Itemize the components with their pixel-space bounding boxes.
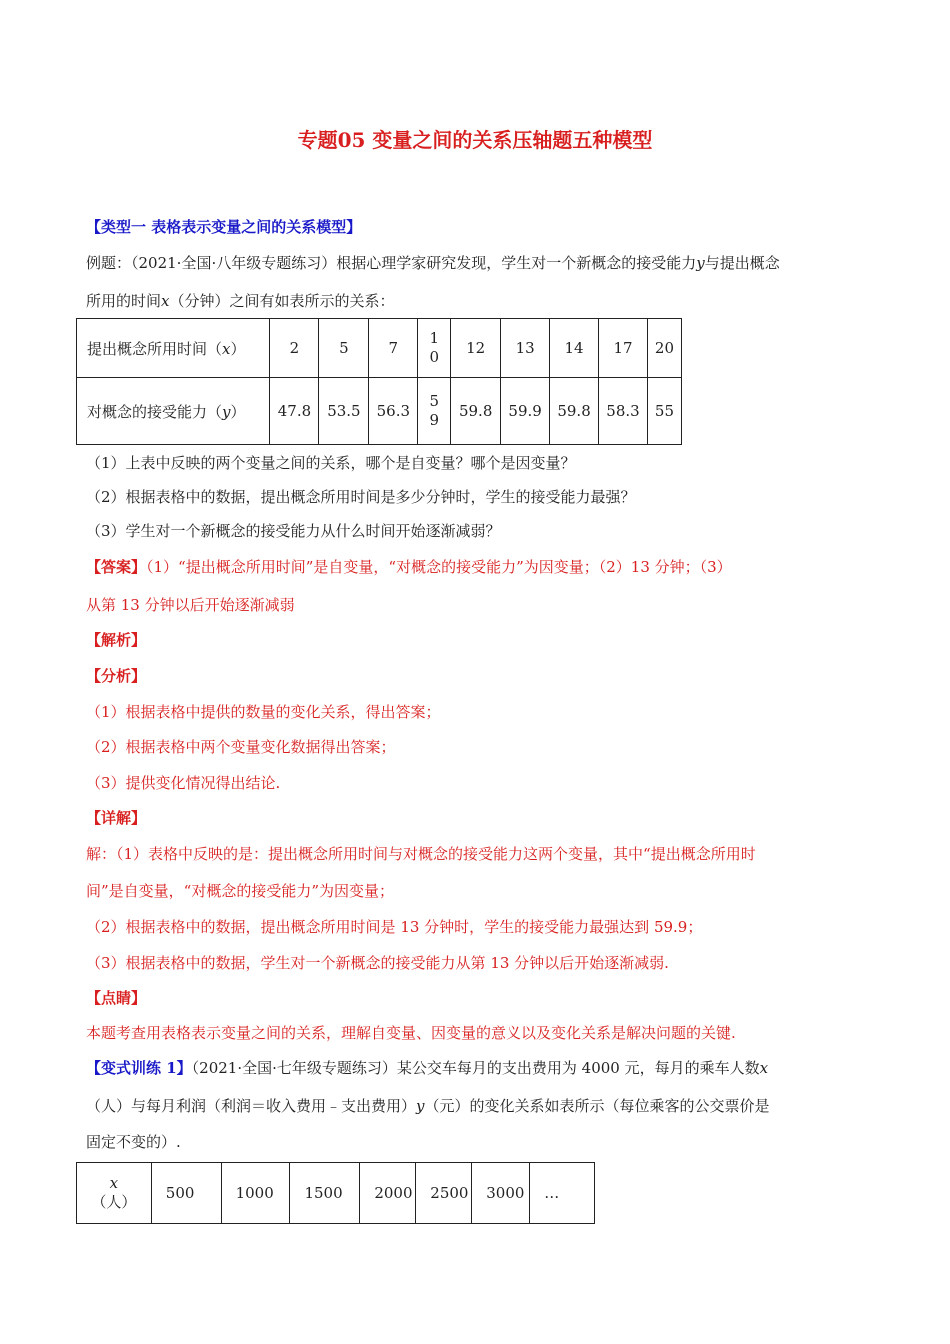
detail-line: 解：（1）表格中反映的是：提出概念所用时间与对概念的接受能力这两个变量，其中“提出概念所用时: [86, 845, 756, 863]
var-y: y: [416, 1097, 425, 1115]
question-2: （2）根据表格中的数据，提出概念所用时间是多少分钟时，学生的接受能力最强？: [86, 488, 636, 506]
table-passengers: [76, 1162, 595, 1224]
row-label-ability: [77, 378, 270, 445]
cell-digit: 5: [429, 392, 440, 410]
table-cell: 2500: [416, 1163, 472, 1224]
table-cell: …: [530, 1163, 595, 1224]
var-x: x: [161, 292, 170, 310]
detail-line: （3）根据表格中的数据，学生对一个新概念的接受能力从第 13 分钟以后开始逐渐减弱.: [86, 954, 669, 972]
table-cell: 58.3: [599, 378, 648, 445]
variant-label: 【变式训练 1】: [86, 1059, 192, 1077]
table-cell: 47.8: [270, 378, 319, 445]
row-label-var: x: [109, 1174, 119, 1192]
question-1: （1）上表中反映的两个变量之间的关系，哪个是自变量？哪个是因变量？: [86, 454, 576, 472]
variant-line-3: 固定不变的）.: [86, 1133, 181, 1151]
fenxi-line: （3）提供变化情况得出结论.: [86, 774, 281, 792]
example-line-2-suffix: （分钟）之间有如表所示的关系：: [169, 292, 395, 310]
variant-line-1: [86, 1057, 768, 1078]
table-cell: 55: [647, 378, 681, 445]
var-y: y: [696, 254, 705, 272]
table-cell: 13: [501, 319, 550, 378]
variant-line-2: [86, 1095, 770, 1116]
row-label-time-prefix: 提出概念所用时间（: [87, 339, 223, 358]
dianjing-label: 【点睛】: [86, 989, 147, 1007]
table-cell: 1000: [221, 1163, 290, 1224]
cell-digit: 9: [429, 411, 440, 429]
table-cell: 5: [319, 319, 369, 378]
answer-text: （1）“提出概念所用时间”是自变量，“对概念的接受能力”为因变量；（2）13 分钟；（3）: [146, 558, 732, 576]
answer-label: 【答案】: [86, 558, 147, 576]
example-line-2-prefix: 所用的时间: [86, 292, 162, 310]
detail-label: 【详解】: [86, 809, 147, 827]
row-label-time-var: x: [222, 339, 231, 358]
variant-line-2-suffix: （元）的变化关系如表所示（每位乘客的公交票价是: [424, 1097, 770, 1115]
table-cell: [418, 378, 451, 445]
table-cell: 56.3: [369, 378, 418, 445]
table-cell: 17: [599, 319, 648, 378]
fenxi-line: （2）根据表格中两个变量变化数据得出答案；: [86, 738, 396, 756]
table-cell: 59.9: [501, 378, 550, 445]
row-label-unit: （人）: [91, 1193, 137, 1211]
table-cell: 3000: [472, 1163, 530, 1224]
variant-text: （2021·全国·七年级专题练习）某公交车每月的支出费用为 4000 元，每月的乘车人数: [191, 1059, 760, 1077]
detail-line: （2）根据表格中的数据，提出概念所用时间是 13 分钟时，学生的接受能力最强达到 59.9；: [86, 918, 703, 936]
var-x: x: [759, 1059, 769, 1077]
table-cell: [418, 319, 451, 378]
row-label-time-suffix: ）: [230, 339, 246, 358]
table-cell: 20: [647, 319, 681, 378]
row-label-passengers: [77, 1163, 152, 1224]
table-cell: 500: [151, 1163, 221, 1224]
cell-digit: 1: [429, 329, 440, 347]
question-3: （3）学生对一个新概念的接受能力从什么时间开始逐渐减弱？: [86, 522, 501, 540]
example-line-1: [86, 252, 780, 273]
example-line-1-prefix: 例题：（2021·全国·八年级专题练习）根据心理学家研究发现，学生对一个新概念的接受能力: [86, 254, 697, 272]
fenxi-line: （1）根据表格中提供的数量的变化关系，得出答案；: [86, 703, 441, 721]
table-cell: 53.5: [319, 378, 369, 445]
answer-line-2: 从第 13 分钟以后开始逐渐减弱: [86, 596, 295, 614]
variant-line-2-prefix: （人）与每月利润（利润＝收入费用﹣支出费用）: [86, 1097, 417, 1115]
row-label-ability-suffix: ）: [230, 402, 246, 421]
table-cell: 7: [369, 319, 418, 378]
table-cell: 2000: [360, 1163, 416, 1224]
detail-line: 间”是自变量，“对概念的接受能力”为因变量；: [86, 882, 395, 900]
example-line-1-suffix: 与提出概念: [704, 254, 780, 272]
table-cell: 59.8: [451, 378, 501, 445]
dianjing-text: 本题考查用表格表示变量之间的关系，理解自变量、因变量的意义以及变化关系是解决问题的关键.: [86, 1024, 736, 1042]
page-title: 专题05 变量之间的关系压轴题五种模型: [297, 128, 653, 152]
fenxi-label: 【分析】: [86, 667, 147, 685]
row-label-ability-var: y: [222, 402, 231, 421]
table-row-ability: [77, 378, 682, 445]
cell-digit: 0: [429, 348, 440, 366]
analysis-label: 【解析】: [86, 631, 147, 649]
table-cell: 12: [451, 319, 501, 378]
type1-heading: 【类型一 表格表示变量之间的关系模型】: [86, 218, 362, 236]
table-time-vs-ability: [76, 318, 682, 445]
row-label-ability-prefix: 对概念的接受能力（: [87, 402, 223, 421]
table-row-time: [77, 319, 682, 378]
example-line-2: [86, 290, 395, 311]
row-label-time: [77, 319, 270, 378]
table-cell: 1500: [290, 1163, 360, 1224]
table-cell: 14: [550, 319, 599, 378]
table-cell: 2: [270, 319, 319, 378]
answer-line-1: [86, 556, 732, 577]
table-cell: 59.8: [550, 378, 599, 445]
table-row: [77, 1163, 595, 1224]
